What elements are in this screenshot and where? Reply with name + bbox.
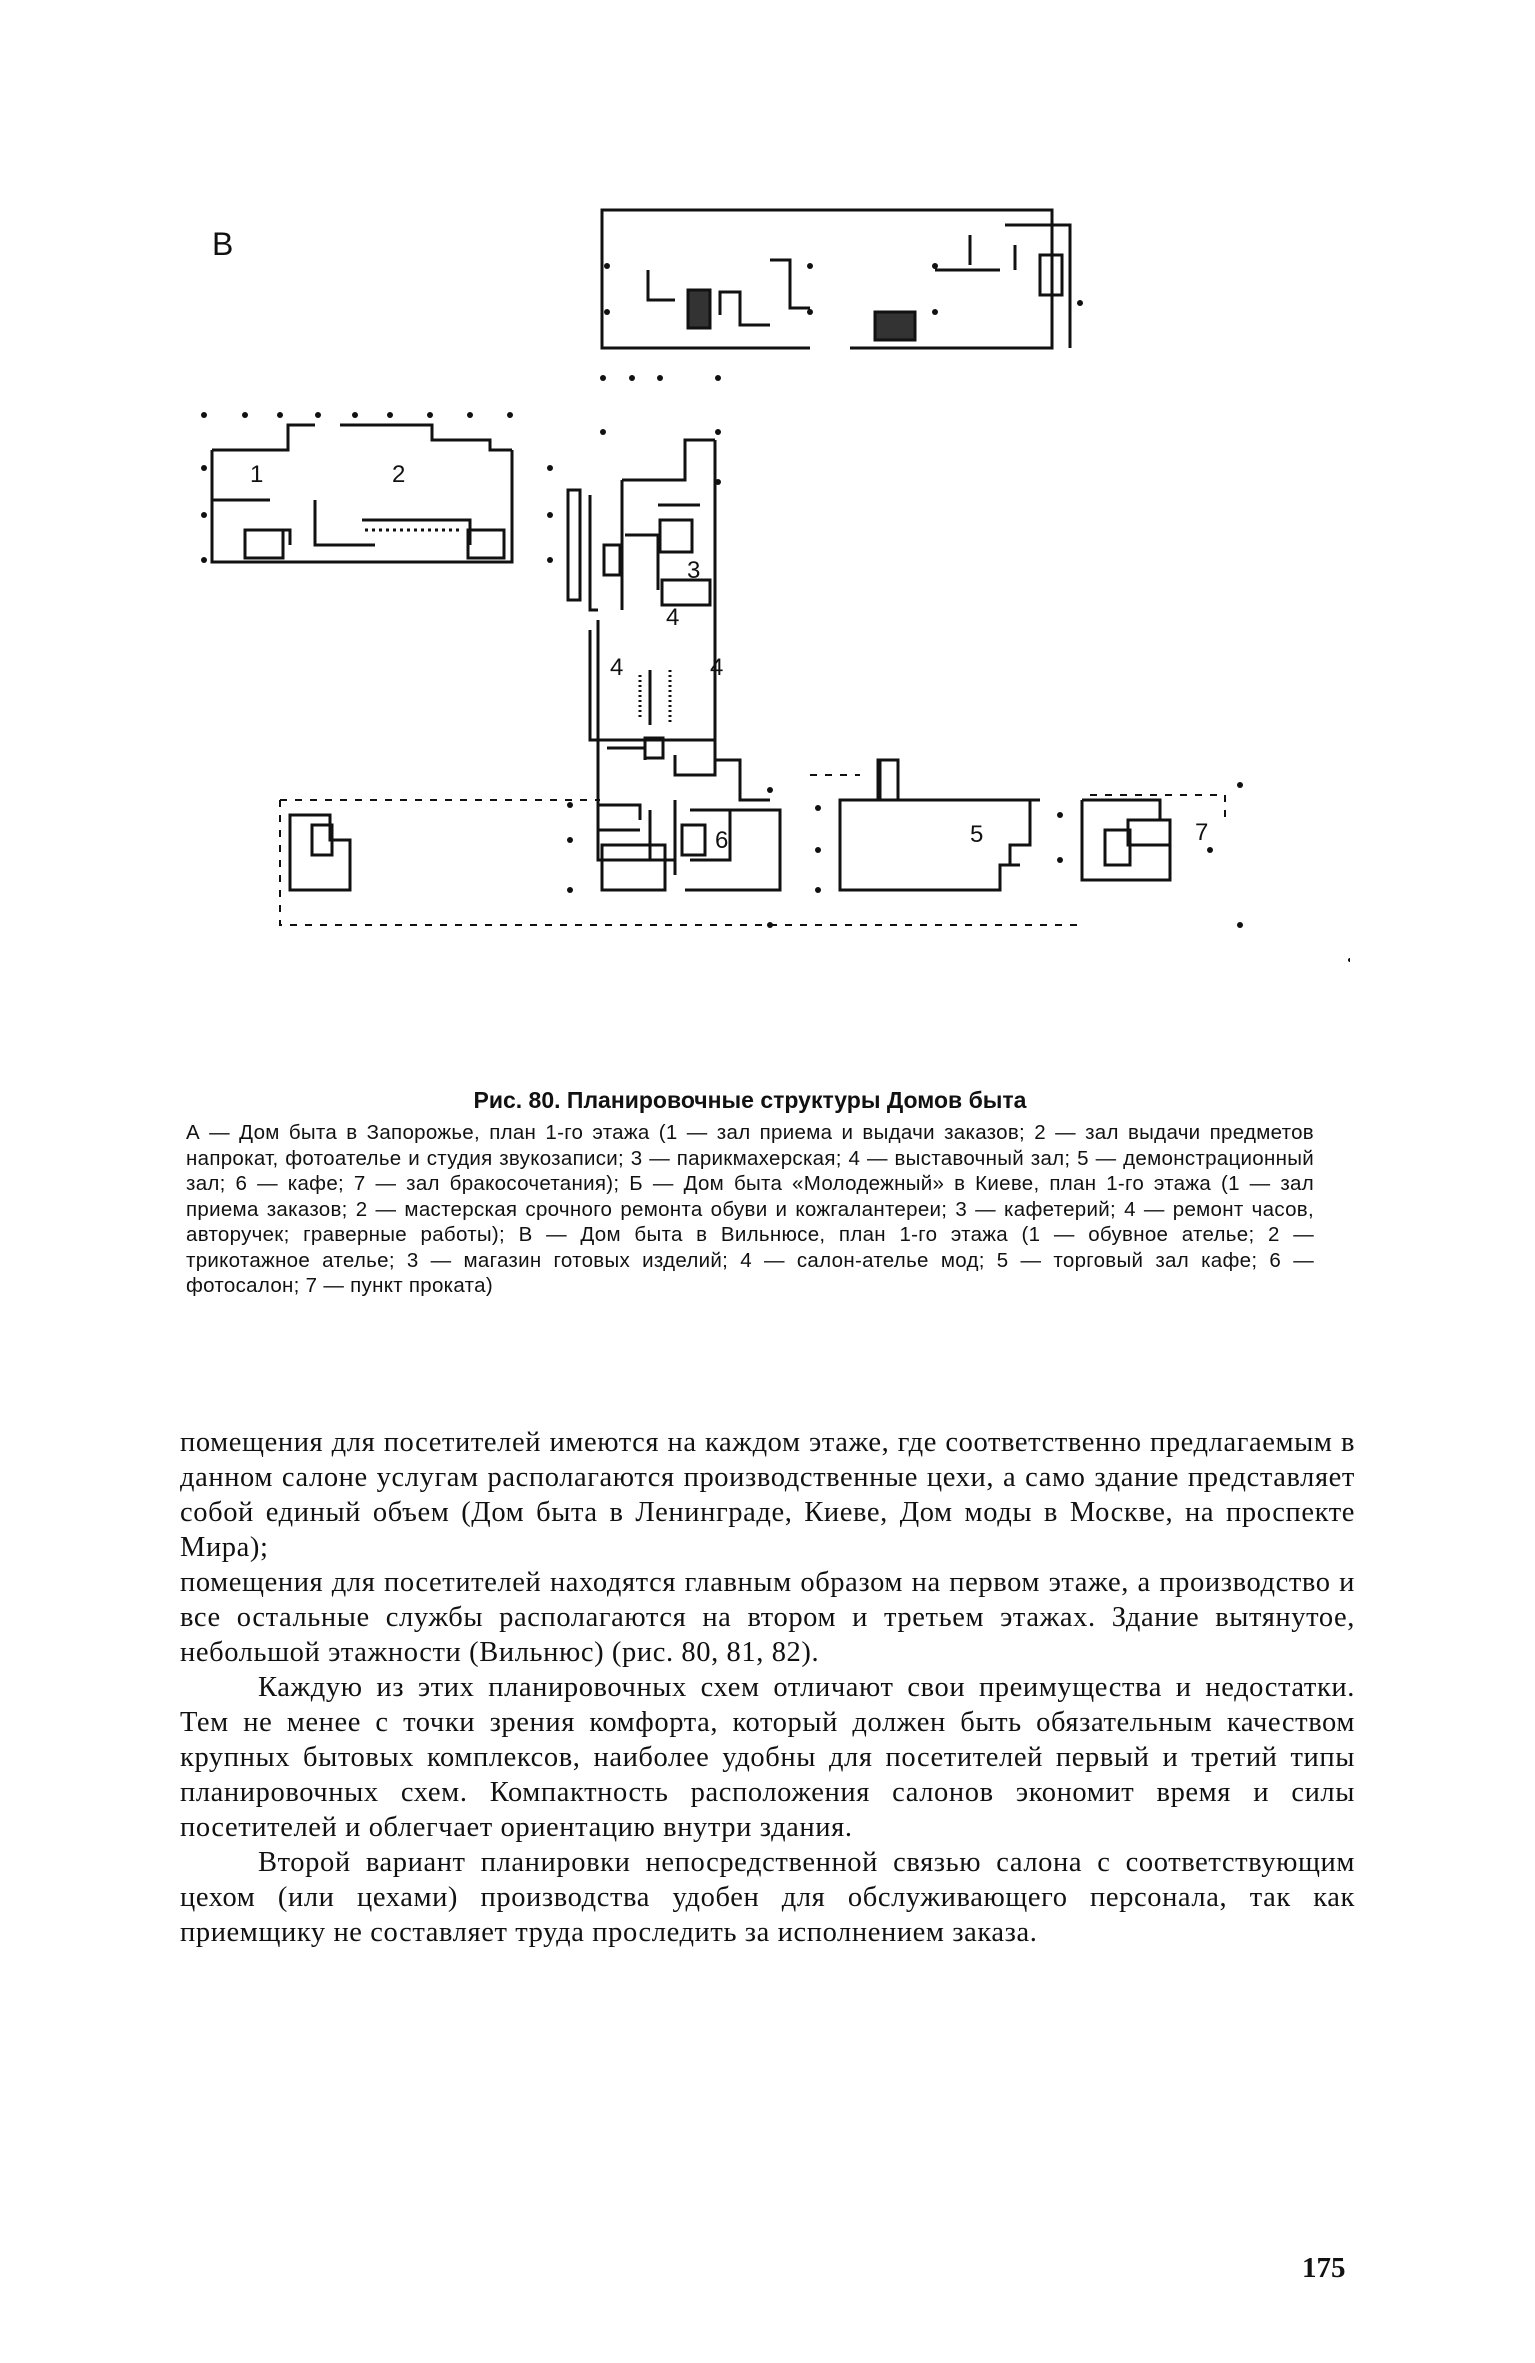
paragraph: помещения для посетителей находятся главным образом на первом этаже, а производство и все остальные службы располагаются на втором и третьем этажах. Здание вытянутое, небольшой этажности (Вильнюс) (рис. 80, 81, 82). [180, 1567, 1355, 1668]
paragraph: Второй вариант планировки непосредственной связью салона с соответствующим цехом (или цехами) производства удобен для обслуживающего персонала, так как приемщику не составляет труда проследить за исполнением заказа. [180, 1847, 1355, 1948]
room-label-5: 5 [970, 821, 984, 848]
page-number: 175 [1302, 2252, 1346, 2284]
room-label-2: 2 [392, 461, 406, 488]
body-text [180, 1425, 1355, 1950]
room-label-6: 6 [715, 827, 729, 854]
room-label-3: 3 [687, 557, 701, 584]
figure-panel-letter: В [212, 226, 234, 262]
caption-title: Рис. 80. Планировочные структуры Домов быта [473, 1087, 1027, 1113]
room-label-4-right: 4 [710, 654, 724, 681]
room-label-7: 7 [1195, 819, 1209, 846]
room-label-1: 1 [250, 461, 264, 488]
figure-caption [186, 1087, 1314, 1299]
room-label-4-top: 4 [666, 604, 680, 631]
paragraph: помещения для посетителей имеются на каждом этаже, где соответственно предлагаемым в данном салоне услугам располагаются производственные цехи, а само здание представляет собой единый объем (Дом быта в Ленинграде, Киеве, Дом моды в Москве, на проспекте Мира); [180, 1427, 1355, 1563]
caption-body: А — Дом быта в Запорожье, план 1-го этажа (1 — зал приема и выдачи заказов; 2 — зал выдачи предметов напрокат, фотоателье и студия звукозаписи; 3 — парикмахерская; 4 — выставочный зал; 5 — демонстрационный зал; 6 — кафе; 7 — зал бракосочетания); Б — Дом быта «Молодежный» в Киеве, план 1-го этажа (1 — зал приема заказов; 2 — мастерская срочного ремонта обуви и кожгалантереи; 3 — кафетерий; 4 — ремонт часов, авторучек; граверные работы); В — Дом быта в Вильнюсе, план 1-го этажа (1 — обувное ателье; 2 — трикотажное ателье; 3 — магазин готовых изделий; 4 — салон-ателье мод; 5 — торговый зал кафе; 6 — фотосалон; 7 — пункт проката) [186, 1121, 1314, 1297]
room-label-4-left: 4 [610, 654, 624, 681]
paragraph: Каждую из этих планировочных схем отличают свои преимущества и недостатки. Тем не менее с точки зрения комфорта, который должен быть обязательным качеством крупных бытовых комплексов, наиболее удобны для посетителей первый и третий типы планировочных схем. Компактность расположения салонов экономит время и силы посетителей и облегчает ориентацию внутри здания. [180, 1672, 1355, 1843]
floor-plan-figure [170, 200, 1350, 1060]
